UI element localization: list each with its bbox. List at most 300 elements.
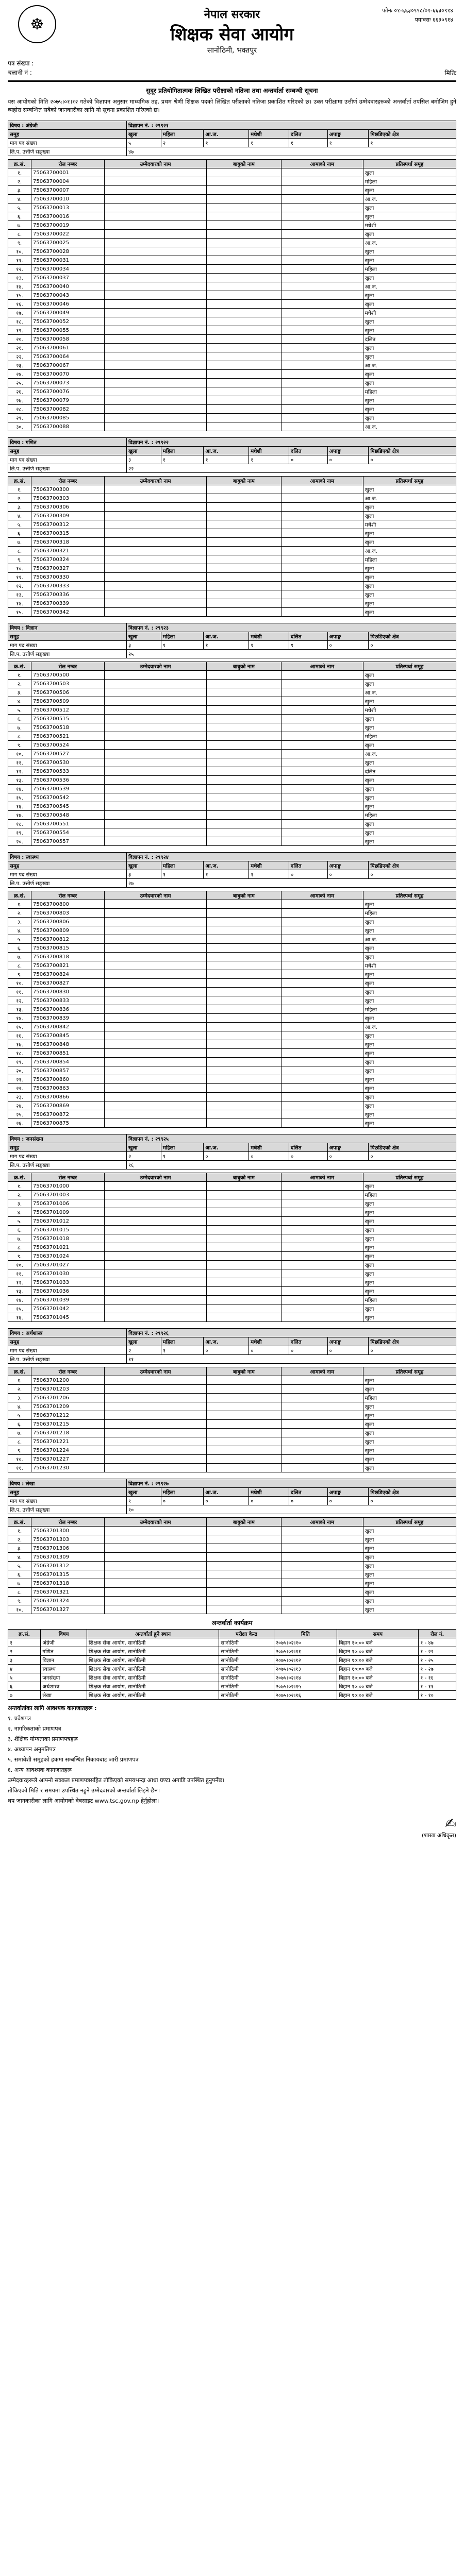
candidate-name — [105, 1023, 207, 1031]
candidate-group: खुला — [363, 1058, 456, 1066]
candidate-name — [105, 485, 207, 494]
roll-number: 75063700851 — [31, 1049, 105, 1058]
table-row — [8, 1005, 456, 1014]
father-name — [207, 1402, 281, 1411]
candidate-name — [105, 590, 207, 599]
candidate-group: खुला — [363, 837, 456, 846]
candidate-name — [105, 1217, 207, 1226]
row-number: ८. — [8, 1243, 31, 1252]
father-name — [207, 1313, 281, 1322]
table-row — [8, 387, 456, 396]
table-row — [8, 1411, 456, 1420]
subject-label: विषय : लेखा — [8, 1479, 127, 1488]
posts-count: ० — [249, 1497, 289, 1505]
candidate-name — [105, 1005, 207, 1014]
row-number: १८. — [8, 820, 31, 828]
schedule-cell: बिहान १०:०० बजे — [337, 1673, 419, 1682]
table-row — [8, 300, 456, 309]
candidate-group: मधेशी — [363, 961, 456, 970]
subject-label: विषय : विज्ञान — [8, 623, 127, 632]
result-column-header: प्रतिस्पर्धा समूह — [363, 160, 456, 168]
candidate-name — [105, 953, 207, 961]
mother-name — [281, 204, 363, 212]
candidate-name — [105, 793, 207, 802]
passed-count: ११ — [126, 1355, 456, 1364]
candidate-name — [105, 221, 207, 230]
posts-count: ० — [327, 870, 369, 879]
passed-label: लि.प. उत्तीर्ण सङ्ख्या — [8, 1161, 127, 1170]
mother-name — [281, 961, 363, 970]
posts-count: ३ — [126, 641, 161, 650]
father-name — [207, 793, 281, 802]
candidate-group: महिला — [363, 1296, 456, 1304]
posts-count: ० — [204, 1497, 249, 1505]
roll-number: 75063700545 — [31, 802, 105, 811]
table-row — [8, 793, 456, 802]
fax-number: फ्याक्सः ६६३०९१४ — [415, 16, 453, 23]
mother-name — [281, 1191, 363, 1199]
result-table — [8, 1367, 456, 1472]
father-name — [207, 291, 281, 300]
row-number: १५. — [8, 1304, 31, 1313]
candidate-group: खुला — [363, 599, 456, 608]
candidate-name — [105, 1075, 207, 1084]
table-row — [8, 361, 456, 370]
table-row — [8, 1023, 456, 1031]
group-head: दलित — [289, 1488, 328, 1497]
row-number: १४. — [8, 785, 31, 793]
ad-number: विज्ञापन नं. : २९९२२ — [126, 438, 456, 447]
table-row — [8, 265, 456, 274]
roll-number: 75063700085 — [31, 414, 105, 422]
posts-count: ३ — [126, 870, 161, 879]
roll-number: 75063701309 — [31, 1553, 105, 1562]
candidate-group: खुला — [363, 274, 456, 282]
ad-number: विज्ञापन नं. : २९९२५ — [126, 1134, 456, 1143]
father-name — [207, 1049, 281, 1058]
father-name — [207, 723, 281, 732]
father-name — [207, 1031, 281, 1040]
posts-count: १ — [126, 1497, 161, 1505]
table-row — [8, 538, 456, 547]
roll-number: 75063700509 — [31, 697, 105, 706]
table-row — [8, 1562, 456, 1570]
roll-number: 75063701027 — [31, 1261, 105, 1269]
row-number: १२. — [8, 1278, 31, 1287]
roll-number: 75063701315 — [31, 1570, 105, 1579]
candidate-name — [105, 1535, 207, 1544]
candidate-group: खुला — [363, 828, 456, 837]
father-name — [207, 405, 281, 414]
passed-label: लि.प. उत्तीर्ण सङ्ख्या — [8, 1505, 127, 1514]
father-name — [207, 1562, 281, 1570]
roll-number: 75063700536 — [31, 776, 105, 785]
candidate-group: खुला — [363, 697, 456, 706]
notes-title: अन्तर्वार्ताका लागि आवश्यक कागजातहरू : — [8, 1705, 97, 1711]
table-row — [8, 1014, 456, 1023]
mother-name — [281, 1049, 363, 1058]
table-row — [8, 1075, 456, 1084]
schedule-cell: सानोठिमी — [219, 1673, 274, 1682]
table-row — [8, 1544, 456, 1553]
roll-number: 75063700518 — [31, 723, 105, 732]
father-name — [207, 1252, 281, 1261]
row-number: ५. — [8, 520, 31, 529]
roll-number: 75063701021 — [31, 1243, 105, 1252]
candidate-group: खुला — [363, 300, 456, 309]
roll-number: 75063700028 — [31, 247, 105, 256]
candidate-group: खुला — [363, 944, 456, 953]
schedule-cell: २०७५।०२।१० — [274, 1638, 337, 1647]
row-number: ३. — [8, 1199, 31, 1208]
mother-name — [281, 230, 363, 239]
group-head: महिला — [161, 1143, 203, 1152]
group-head: मधेशी — [249, 1488, 289, 1497]
roll-number: 75063701327 — [31, 1605, 105, 1614]
table-row — [8, 1656, 456, 1665]
table-row — [8, 195, 456, 204]
roll-number: 75063700830 — [31, 988, 105, 996]
roll-number: 75063700300 — [31, 485, 105, 494]
posts-count: २ — [126, 1152, 161, 1161]
mother-name — [281, 555, 363, 564]
table-row — [8, 970, 456, 979]
father-name — [207, 186, 281, 195]
candidate-name — [105, 212, 207, 221]
mother-name — [281, 344, 363, 352]
candidate-name — [105, 239, 207, 247]
father-name — [207, 767, 281, 776]
mother-name — [281, 970, 363, 979]
father-name — [207, 494, 281, 503]
row-number: १७. — [8, 309, 31, 317]
candidate-name — [105, 785, 207, 793]
posts-count: १ — [204, 139, 249, 147]
row-number: २. — [8, 909, 31, 918]
row-number: ३. — [8, 688, 31, 697]
candidate-group: मधेशी — [363, 221, 456, 230]
row-number: ७. — [8, 221, 31, 230]
group-head: मधेशी — [249, 632, 289, 641]
candidate-group: खुला — [363, 1226, 456, 1234]
candidate-group: खुला — [363, 1014, 456, 1023]
roll-number: 75063700506 — [31, 688, 105, 697]
candidate-group: आ.ज. — [363, 239, 456, 247]
group-head: दलित — [289, 1143, 328, 1152]
candidate-name — [105, 1093, 207, 1101]
father-name — [207, 422, 281, 431]
candidate-group: खुला — [363, 512, 456, 520]
roll-number: 75063700527 — [31, 750, 105, 758]
schedule-cell: १ - ११ — [419, 1682, 456, 1691]
row-number: २३. — [8, 1093, 31, 1101]
table-row — [8, 1252, 456, 1261]
roll-number: 75063700342 — [31, 608, 105, 617]
table-row — [8, 1119, 456, 1128]
roll-number: 75063700004 — [31, 177, 105, 186]
posts-count: १ — [161, 870, 203, 879]
father-name — [207, 1199, 281, 1208]
posts-count: ० — [369, 455, 456, 464]
candidate-name — [105, 1014, 207, 1023]
candidate-group: खुला — [363, 1075, 456, 1084]
schedule-cell: शिक्षक सेवा आयोग, सानोठिमी — [87, 1638, 219, 1647]
passed-label: लि.प. उत्तीर्ण सङ्ख्या — [8, 1355, 127, 1364]
father-name — [207, 909, 281, 918]
posts-count: ० — [369, 641, 456, 650]
roll-number: 75063701224 — [31, 1446, 105, 1455]
candidate-group: खुला — [363, 1119, 456, 1128]
table-row — [8, 1208, 456, 1217]
notes-block — [8, 1704, 456, 1806]
candidate-group: मधेशी — [363, 309, 456, 317]
result-table — [8, 1517, 456, 1614]
candidate-group: महिला — [363, 732, 456, 741]
candidate-name — [105, 1394, 207, 1402]
result-column-header: आमाको नाम — [281, 891, 363, 900]
note-item: १. प्रवेशपत्र — [8, 1715, 31, 1722]
schedule-cell: सानोठिमी — [219, 1691, 274, 1700]
posts-count: १ — [249, 870, 289, 879]
father-name — [207, 387, 281, 396]
passed-label: लि.प. उत्तीर्ण सङ्ख्या — [8, 464, 127, 473]
roll-number: 75063700025 — [31, 239, 105, 247]
row-number: २. — [8, 680, 31, 688]
candidate-group: खुला — [363, 988, 456, 996]
roll-number: 75063700052 — [31, 317, 105, 326]
roll-number: 75063700818 — [31, 953, 105, 961]
father-name — [207, 1014, 281, 1023]
father-name — [207, 811, 281, 820]
candidate-group: खुला — [363, 1040, 456, 1049]
candidate-group: दलित — [363, 335, 456, 344]
table-row — [8, 1049, 456, 1058]
father-name — [207, 599, 281, 608]
candidate-name — [105, 688, 207, 697]
mother-name — [281, 256, 363, 265]
candidate-name — [105, 935, 207, 944]
roll-number: 75063700330 — [31, 573, 105, 582]
row-number: २४. — [8, 1101, 31, 1110]
candidate-group: खुला — [363, 168, 456, 177]
row-number: ८. — [8, 732, 31, 741]
candidate-name — [105, 344, 207, 352]
candidate-name — [105, 503, 207, 512]
table-row — [8, 564, 456, 573]
roll-number: 75063700016 — [31, 212, 105, 221]
row-number: १. — [8, 1376, 31, 1385]
candidate-name — [105, 1455, 207, 1464]
father-name — [207, 265, 281, 274]
table-row — [8, 680, 456, 688]
passed-label: लि.प. उत्तीर्ण सङ्ख्या — [8, 879, 127, 888]
schedule-cell: १ - २२ — [419, 1647, 456, 1656]
row-number: ९. — [8, 1446, 31, 1455]
mother-name — [281, 317, 363, 326]
organization-name: शिक्षक सेवा आयोग — [170, 24, 294, 45]
result-column-header: प्रतिस्पर्धा समूह — [363, 662, 456, 671]
candidate-name — [105, 494, 207, 503]
mother-name — [281, 405, 363, 414]
roll-number: 75063700001 — [31, 168, 105, 177]
candidate-group: आ.ज. — [363, 935, 456, 944]
row-number: १२. — [8, 767, 31, 776]
father-name — [207, 1376, 281, 1385]
note-item: उम्मेदवारहरूले आफ्नो सक्कल प्रमाणपत्रसहित तोकिएको समयभन्दा आधा घण्टा अगाडि उपस्थित हुनुपर्नेछ। — [8, 1777, 225, 1784]
father-name — [207, 1110, 281, 1119]
subject-section — [8, 1479, 456, 1614]
mother-name — [281, 1402, 363, 1411]
schedule-column-header: अन्तर्वार्ता हुने स्थान — [87, 1630, 219, 1638]
candidate-name — [105, 837, 207, 846]
row-number: १६. — [8, 802, 31, 811]
result-column-header: बाबुको नाम — [207, 477, 281, 485]
schedule-cell: शिक्षक सेवा आयोग, सानोठिमी — [87, 1673, 219, 1682]
row-number: १४. — [8, 282, 31, 291]
posts-count: १ — [249, 139, 289, 147]
father-name — [207, 564, 281, 573]
table-row — [8, 1394, 456, 1402]
row-number: १०. — [8, 564, 31, 573]
row-number: ५. — [8, 1411, 31, 1420]
father-name — [207, 529, 281, 538]
candidate-name — [105, 1553, 207, 1562]
roll-number: 75063700339 — [31, 599, 105, 608]
candidate-group: खुला — [363, 1287, 456, 1296]
candidate-group: खुला — [363, 317, 456, 326]
group-label: समूह — [8, 130, 127, 139]
mother-name — [281, 520, 363, 529]
row-number: २१. — [8, 1075, 31, 1084]
row-number: ९. — [8, 1252, 31, 1261]
result-column-header: प्रतिस्पर्धा समूह — [363, 1173, 456, 1182]
row-number: २. — [8, 1535, 31, 1544]
row-number: १०. — [8, 1261, 31, 1269]
mother-name — [281, 1023, 363, 1031]
result-column-header: रोल नम्बर — [31, 477, 105, 485]
father-name — [207, 204, 281, 212]
candidate-name — [105, 961, 207, 970]
mother-name — [281, 422, 363, 431]
group-head: आ.ज. — [204, 1143, 249, 1152]
row-number: ८. — [8, 1588, 31, 1597]
roll-number: 75063701321 — [31, 1588, 105, 1597]
table-row — [8, 1217, 456, 1226]
schedule-cell: सानोठिमी — [219, 1647, 274, 1656]
group-head: आ.ज. — [204, 1337, 249, 1346]
roll-number: 75063700821 — [31, 961, 105, 970]
government-emblem-icon: ☸ — [18, 5, 56, 43]
father-name — [207, 256, 281, 265]
candidate-name — [105, 1402, 207, 1411]
mother-name — [281, 335, 363, 344]
candidate-name — [105, 361, 207, 370]
group-head: अपाङ्ग — [327, 1488, 369, 1497]
posts-label: माग पद संख्या — [8, 139, 127, 147]
ad-number: विज्ञापन नं. : २९९२३ — [126, 623, 456, 632]
roll-number: 75063701215 — [31, 1420, 105, 1429]
row-number: २९. — [8, 414, 31, 422]
result-column-header: प्रतिस्पर्धा समूह — [363, 1367, 456, 1376]
schedule-cell: सानोठिमी — [219, 1682, 274, 1691]
roll-number: 75063700842 — [31, 1023, 105, 1031]
mother-name — [281, 996, 363, 1005]
table-row — [8, 820, 456, 828]
mother-name — [281, 785, 363, 793]
father-name — [207, 1226, 281, 1234]
father-name — [207, 379, 281, 387]
vacancy-spec-table — [8, 1134, 456, 1170]
mother-name — [281, 1553, 363, 1562]
roll-number: 75063700875 — [31, 1119, 105, 1128]
father-name — [207, 221, 281, 230]
group-head: अपाङ्ग — [327, 447, 369, 455]
result-column-header: बाबुको नाम — [207, 891, 281, 900]
group-head: महिला — [161, 861, 203, 870]
candidate-name — [105, 732, 207, 741]
subject-label: विषय : अर्थशास्त्र — [8, 1329, 127, 1337]
candidate-group: आ.ज. — [363, 361, 456, 370]
table-row — [8, 697, 456, 706]
table-row — [8, 1182, 456, 1191]
table-row — [8, 230, 456, 239]
roll-number: 75063701039 — [31, 1296, 105, 1304]
schedule-column-header: क्र.सं. — [8, 1630, 41, 1638]
row-number: २७. — [8, 396, 31, 405]
table-row — [8, 177, 456, 186]
schedule-column-header: रोल नं. — [419, 1630, 456, 1638]
mother-name — [281, 1058, 363, 1066]
group-head: दलित — [289, 1337, 328, 1346]
row-number: १४. — [8, 599, 31, 608]
letter-date: मितिः — [444, 70, 456, 77]
candidate-group: खुला — [363, 1579, 456, 1588]
roll-number: 75063700533 — [31, 767, 105, 776]
candidate-name — [105, 204, 207, 212]
mother-name — [281, 926, 363, 935]
roll-number: 75063700521 — [31, 732, 105, 741]
row-number: १७. — [8, 1040, 31, 1049]
roll-number: 75063700500 — [31, 671, 105, 680]
row-number: ५. — [8, 935, 31, 944]
father-name — [207, 396, 281, 405]
mother-name — [281, 697, 363, 706]
roll-number: 75063700309 — [31, 512, 105, 520]
roll-number: 75063701212 — [31, 1411, 105, 1420]
father-name — [207, 573, 281, 582]
mother-name — [281, 1217, 363, 1226]
table-row — [8, 379, 456, 387]
candidate-group: खुला — [363, 204, 456, 212]
father-name — [207, 274, 281, 282]
schedule-cell: सानोठिमी — [219, 1656, 274, 1665]
mother-name — [281, 1535, 363, 1544]
candidate-group: महिला — [363, 1394, 456, 1402]
candidate-name — [105, 1304, 207, 1313]
candidate-name — [105, 1420, 207, 1429]
mother-name — [281, 1385, 363, 1394]
table-row — [8, 520, 456, 529]
father-name — [207, 1234, 281, 1243]
table-row — [8, 256, 456, 265]
mother-name — [281, 1243, 363, 1252]
table-row — [8, 1110, 456, 1119]
mother-name — [281, 590, 363, 599]
candidate-name — [105, 1119, 207, 1128]
row-number: ९. — [8, 970, 31, 979]
vacancy-spec-table — [8, 852, 456, 888]
posts-label: माग पद संख्या — [8, 1152, 127, 1161]
